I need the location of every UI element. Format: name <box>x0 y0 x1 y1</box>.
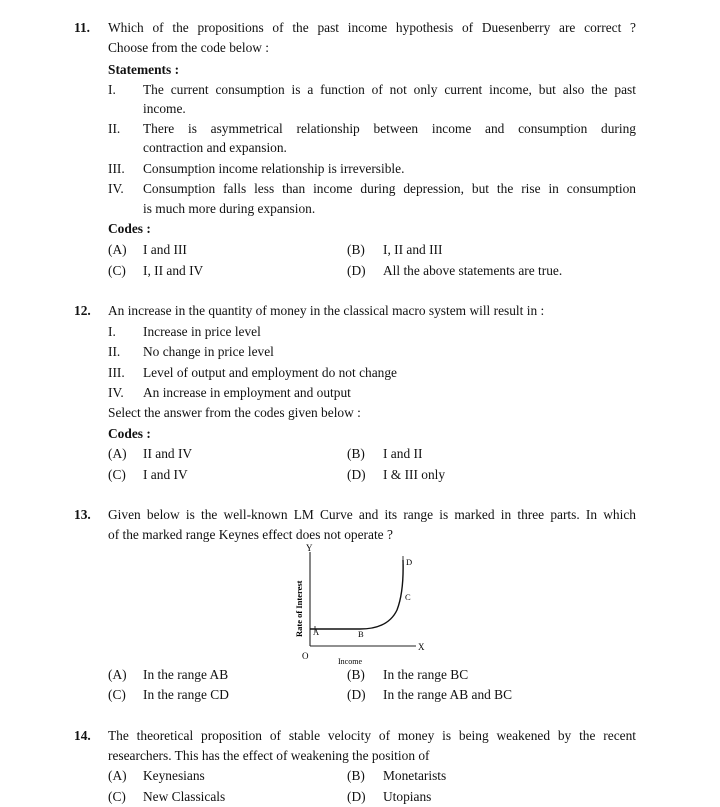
lm-curve-figure <box>290 540 430 668</box>
option-label[interactable]: (B) <box>347 446 365 461</box>
question-11-stem-line-1: Which of the propositions of the past income hypothesis of Duesenberry are correct ? <box>108 20 636 35</box>
question-13-number: 13. <box>74 507 91 522</box>
question-14-stem-line-1: The theoretical proposition of stable velocity of money is being weakened by the recent <box>108 728 636 743</box>
x-axis-title: Income <box>338 657 362 666</box>
point-label-c: C <box>405 592 411 602</box>
option-text[interactable]: In the range CD <box>143 687 229 702</box>
statement-label: I. <box>108 82 116 97</box>
origin-label: O <box>302 651 309 661</box>
question-13-stem-line-1: Given below is the well-known LM Curve and its range is marked in three parts. In which <box>108 507 636 522</box>
option-text[interactable]: In the range AB <box>143 667 229 682</box>
option-text[interactable]: Monetarists <box>383 768 447 783</box>
point-label-b: B <box>358 629 364 639</box>
option-label[interactable]: (C) <box>108 789 126 804</box>
statement-label: III. <box>108 365 125 380</box>
question-11-stem-line-2: Choose from the code below : <box>108 40 270 55</box>
option-text[interactable]: All the above statements are true. <box>383 263 563 278</box>
option-label[interactable]: (D) <box>347 789 366 804</box>
statement-text: The current consumption is a function of not only current income, but also the past <box>143 82 636 97</box>
question-13-stem-line-2: of the marked range Keynes effect does not operate ? <box>108 527 393 542</box>
option-label[interactable]: (B) <box>347 242 365 257</box>
point-label-a: A <box>313 627 320 637</box>
option-label[interactable]: (D) <box>347 687 366 702</box>
option-text[interactable]: I and IV <box>143 467 188 482</box>
option-label[interactable]: (B) <box>347 667 365 682</box>
statement-text: Consumption income relationship is irreversible. <box>143 161 405 176</box>
statement-text-cont: income. <box>143 101 186 116</box>
y-axis-title: Rate of Interest <box>294 580 304 637</box>
statement-text: No change in price level <box>143 344 274 359</box>
option-text[interactable]: I and III <box>143 242 187 257</box>
y-axis-letter: Y <box>306 543 313 553</box>
option-text[interactable]: II and IV <box>143 446 193 461</box>
option-text[interactable]: I, II and III <box>383 242 443 257</box>
statement-text: Increase in price level <box>143 324 261 339</box>
option-label[interactable]: (C) <box>108 263 126 278</box>
statement-text: Consumption falls less than income during depression, but the rise in consumption <box>143 181 636 196</box>
statement-text-cont: contraction and expansion. <box>143 140 287 155</box>
option-text[interactable]: In the range BC <box>383 667 469 682</box>
question-12-stem: An increase in the quantity of money in the classical macro system will result in : <box>108 303 545 318</box>
statement-label: II. <box>108 344 121 359</box>
statement-label: IV. <box>108 181 124 196</box>
statement-text: An increase in employment and output <box>143 385 351 400</box>
question-11-number: 11. <box>74 20 90 35</box>
question-12-number: 12. <box>74 303 91 318</box>
x-axis-letter: X <box>418 642 425 652</box>
option-text[interactable]: I & III only <box>383 467 446 482</box>
option-label[interactable]: (C) <box>108 687 126 702</box>
question-12-codes-heading: Codes : <box>108 426 151 441</box>
question-14-number: 14. <box>74 728 91 743</box>
option-text[interactable]: Keynesians <box>143 768 205 783</box>
statement-text: Level of output and employment do not change <box>143 365 397 380</box>
statement-text-cont: is much more during expansion. <box>143 201 316 216</box>
option-text[interactable]: Utopians <box>383 789 432 804</box>
statement-label: III. <box>108 161 125 176</box>
option-label[interactable]: (D) <box>347 467 366 482</box>
option-label[interactable]: (A) <box>108 667 127 682</box>
statement-text: There is asymmetrical relationship between income and consumption during <box>143 121 636 136</box>
option-label[interactable]: (A) <box>108 768 127 783</box>
option-label[interactable]: (A) <box>108 242 127 257</box>
statement-label: I. <box>108 324 116 339</box>
statement-label: II. <box>108 121 121 136</box>
option-label[interactable]: (B) <box>347 768 365 783</box>
option-text[interactable]: In the range AB and BC <box>383 687 513 702</box>
statement-label: IV. <box>108 385 124 400</box>
option-text[interactable]: I and II <box>383 446 423 461</box>
question-11-codes-heading: Codes : <box>108 221 151 236</box>
option-label[interactable]: (C) <box>108 467 126 482</box>
option-label[interactable]: (A) <box>108 446 127 461</box>
option-label[interactable]: (D) <box>347 263 366 278</box>
option-text[interactable]: I, II and IV <box>143 263 204 278</box>
question-12-instruction: Select the answer from the codes given below : <box>108 405 361 420</box>
point-label-d: D <box>406 557 413 567</box>
question-14-stem-line-2: researchers. This has the effect of weakening the position of <box>108 748 430 763</box>
question-11-statements-heading: Statements : <box>108 62 180 77</box>
lm-curve <box>310 560 403 629</box>
option-text[interactable]: New Classicals <box>143 789 226 804</box>
